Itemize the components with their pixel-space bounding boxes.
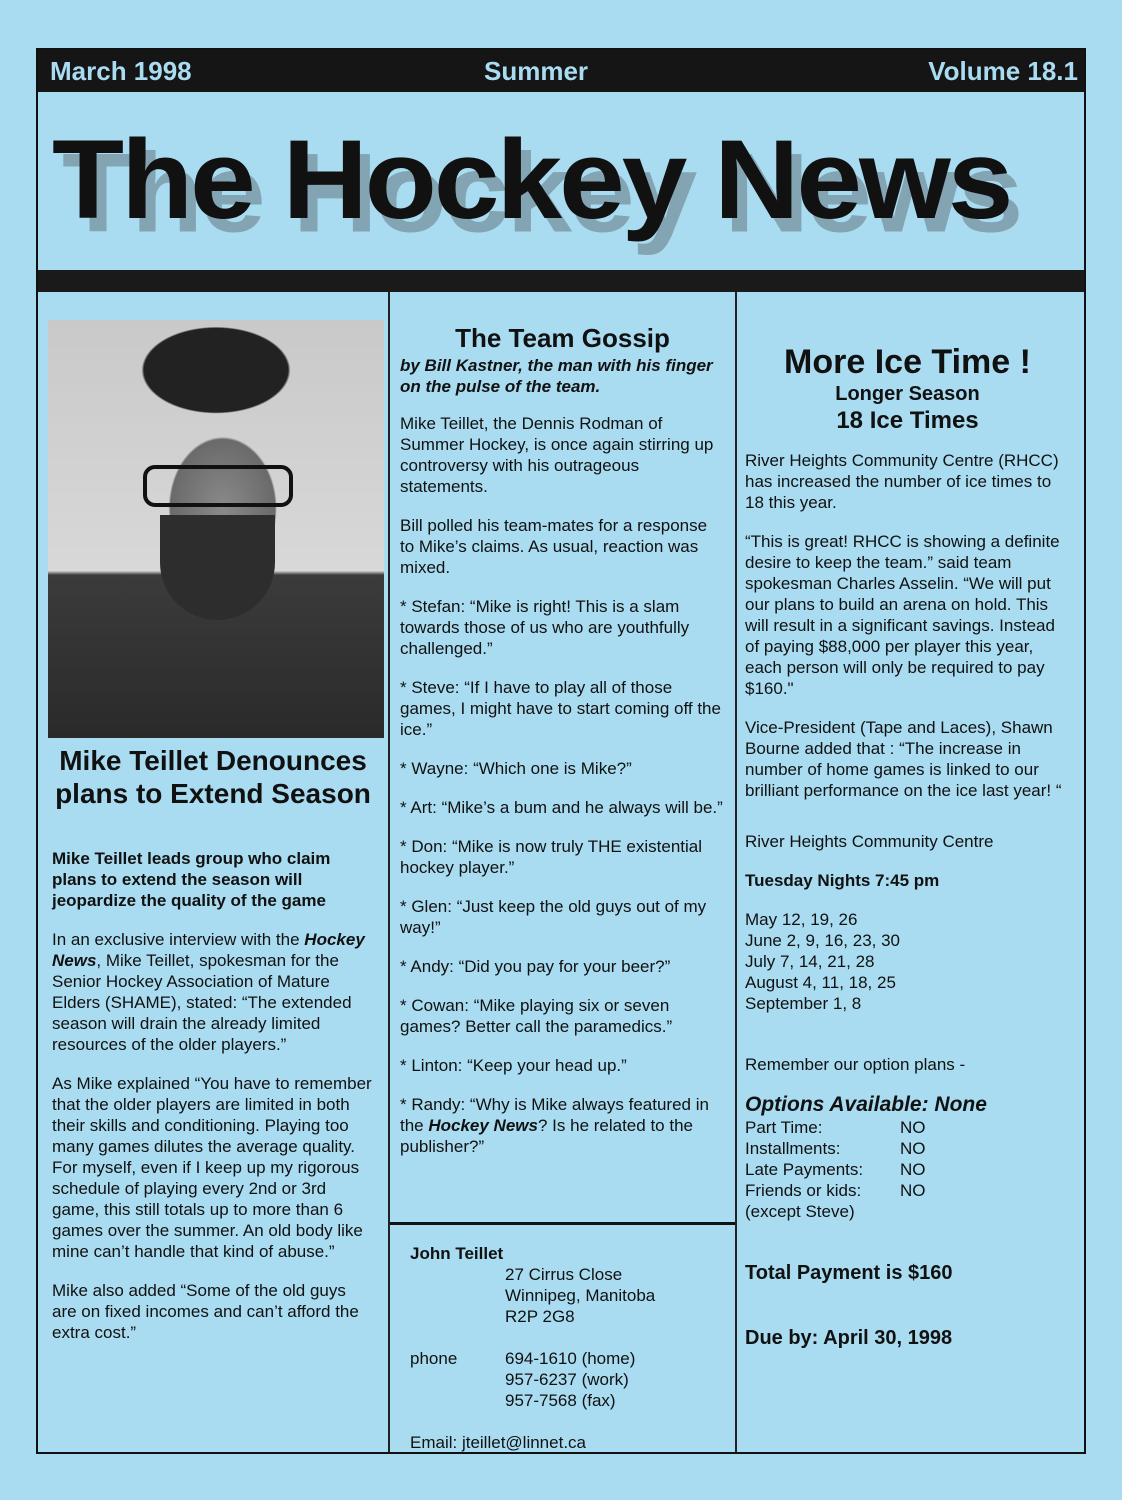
photo-beard [160,515,275,620]
ice-time-sub2: 18 Ice Times [836,407,979,434]
gossip-headline: The Team Gossip [455,323,670,353]
left-headline: Mike Teillet Denounces plans to Extend Season [55,745,371,809]
date-line: July 7, 14, 21, 28 [745,952,875,971]
text: * Randy: “Why is Mike always featured in the [400,1095,709,1135]
date-line: August 4, 11, 18, 25 [745,973,896,992]
ice-time-headline: More Ice Time ! [784,343,1031,381]
gossip-quote: * Stefan: “Mike is right! This is a slam towards those of us who are youthfully challenged.” [400,597,690,658]
divider-bar [38,270,1084,292]
text: , Mike Teillet, spokesman for the Senior Hockey Association of Mature Elders (SHAME), stated: “The extended season will drain the already limited resources of the older players.” [52,951,352,1054]
masthead [38,92,1084,270]
right-column [737,292,1084,1452]
left-paragraph-3: Mike also added “Some of the old guys are on fixed incomes and can’t afford the extra cost.” [52,1281,359,1342]
gossip-quote: * Art: “Mike’s a bum and he always will be.” [400,798,723,817]
issue-season: Summer [484,56,589,86]
date-line: June 2, 9, 16, 23, 30 [745,931,901,950]
phone-label: phone [410,1349,458,1368]
option-value: NO [900,1118,926,1137]
portrait-photo [48,320,384,738]
ice-time-sub1: Longer Season [835,383,980,405]
newsletter-title: The Hockey News [52,117,1011,243]
gossip-quote: * Wayne: “Which one is Mike?” [400,759,632,778]
reminder: Remember our option plans - [745,1055,966,1074]
gossip-quote: * Glen: “Just keep the old guys out of my way!” [400,897,707,937]
text: In an exclusive interview with the [52,930,305,949]
issue-date: March 1998 [50,56,192,86]
option-value: NO [900,1181,926,1200]
option-label: Friends or kids: [745,1181,862,1200]
ice-p3: Vice-President (Tape and Laces), Shawn Bourne added that : “The increase in number of home games is linked to our brilliant performance on the ice last year! “ [745,718,1062,800]
gossip-byline: by Bill Kastner, the man with his finger on the pulse of the team. [400,356,713,396]
issue-volume: Volume 18.1 [928,56,1078,86]
left-subhead: Mike Teillet leads group who claim plans to extend the season will jeopardize the quality of the game [52,849,331,910]
address-line: 27 Cirrus Close [505,1265,623,1284]
left-paragraph-2: As Mike explained “You have to remember that the older players are limited in both their skills and conditioning. Playing too many games dilutes the average quality. For myself, even if I keep up my rigorous schedule of playing every 2nd or 3rd game, this still totals up to more than 6 games over the summer. An old body like mine can’t handle that kind of abuse.” [52,1074,372,1261]
address-line: R2P 2G8 [505,1307,575,1326]
gossip-quote: * Andy: “Did you pay for your beer?” [400,957,671,976]
gossip-p1: Mike Teillet, the Dennis Rodman of Summer Hockey, is once again stirring up controversy with his outrageous statements. [400,414,714,496]
publication-name: Hockey News [52,930,365,970]
date-line: September 1, 8 [745,994,862,1013]
option-label: Late Payments: [745,1160,864,1179]
middle-column [390,292,737,1452]
email: Email: jteillet@linnet.ca [410,1433,586,1452]
gossip-quote: * Cowan: “Mike playing six or seven games? Better call the paramedics.” [400,996,673,1036]
due-date: Due by: April 30, 1998 [745,1327,953,1349]
schedule: Tuesday Nights 7:45 pm [745,871,940,890]
venue: River Heights Community Centre [745,832,994,851]
header-bar [38,50,1084,92]
contact-block [390,1222,735,1453]
gossip-quote: * Don: “Mike is now truly THE existential hockey player.” [400,837,703,877]
gossip-quote: * Steve: “If I have to play all of those games, I might have to start coming off the ice.” [400,678,721,739]
gossip-quote-last [400,1094,725,1157]
newsletter-page [36,48,1086,1454]
option-value: NO [900,1139,926,1158]
left-paragraph-1 [52,929,374,1055]
options-note: (except Steve) [745,1202,855,1221]
options-title: Options Available: None [745,1093,987,1116]
option-label: Installments: [745,1139,841,1158]
option-label: Part Time: [745,1118,823,1137]
photo-glasses [143,465,293,507]
gossip-p2: Bill polled his team-mates for a response to Mike’s claims. As usual, reaction was mixed. [400,516,708,577]
phone-number: 957-6237 (work) [505,1370,629,1389]
contact-name: John Teillet [410,1244,504,1263]
left-column [38,292,390,1452]
date-line: May 12, 19, 26 [745,910,858,929]
total-payment: Total Payment is $160 [745,1262,953,1284]
phone-number: 957-7568 (fax) [505,1391,616,1410]
text: ? Is he related to the publisher?” [400,1116,693,1156]
ice-p1: River Heights Community Centre (RHCC) has increased the number of ice times to 18 this year. [745,451,1059,512]
option-value: NO [900,1160,926,1179]
address-line: Winnipeg, Manitoba [505,1286,656,1305]
ice-p2: “This is great! RHCC is showing a definite desire to keep the team.” said team spokesman Charles Asselin. “We will put our plans to build an arena on hold. This will result in a significant savings. Instead of paying $88,000 per player this year, each person will only be required to pay $160." [745,532,1060,698]
gossip-quote: * Linton: “Keep your head up.” [400,1056,627,1075]
phone-number: 694-1610 (home) [505,1349,636,1368]
publication-name: Hockey News [428,1116,538,1135]
